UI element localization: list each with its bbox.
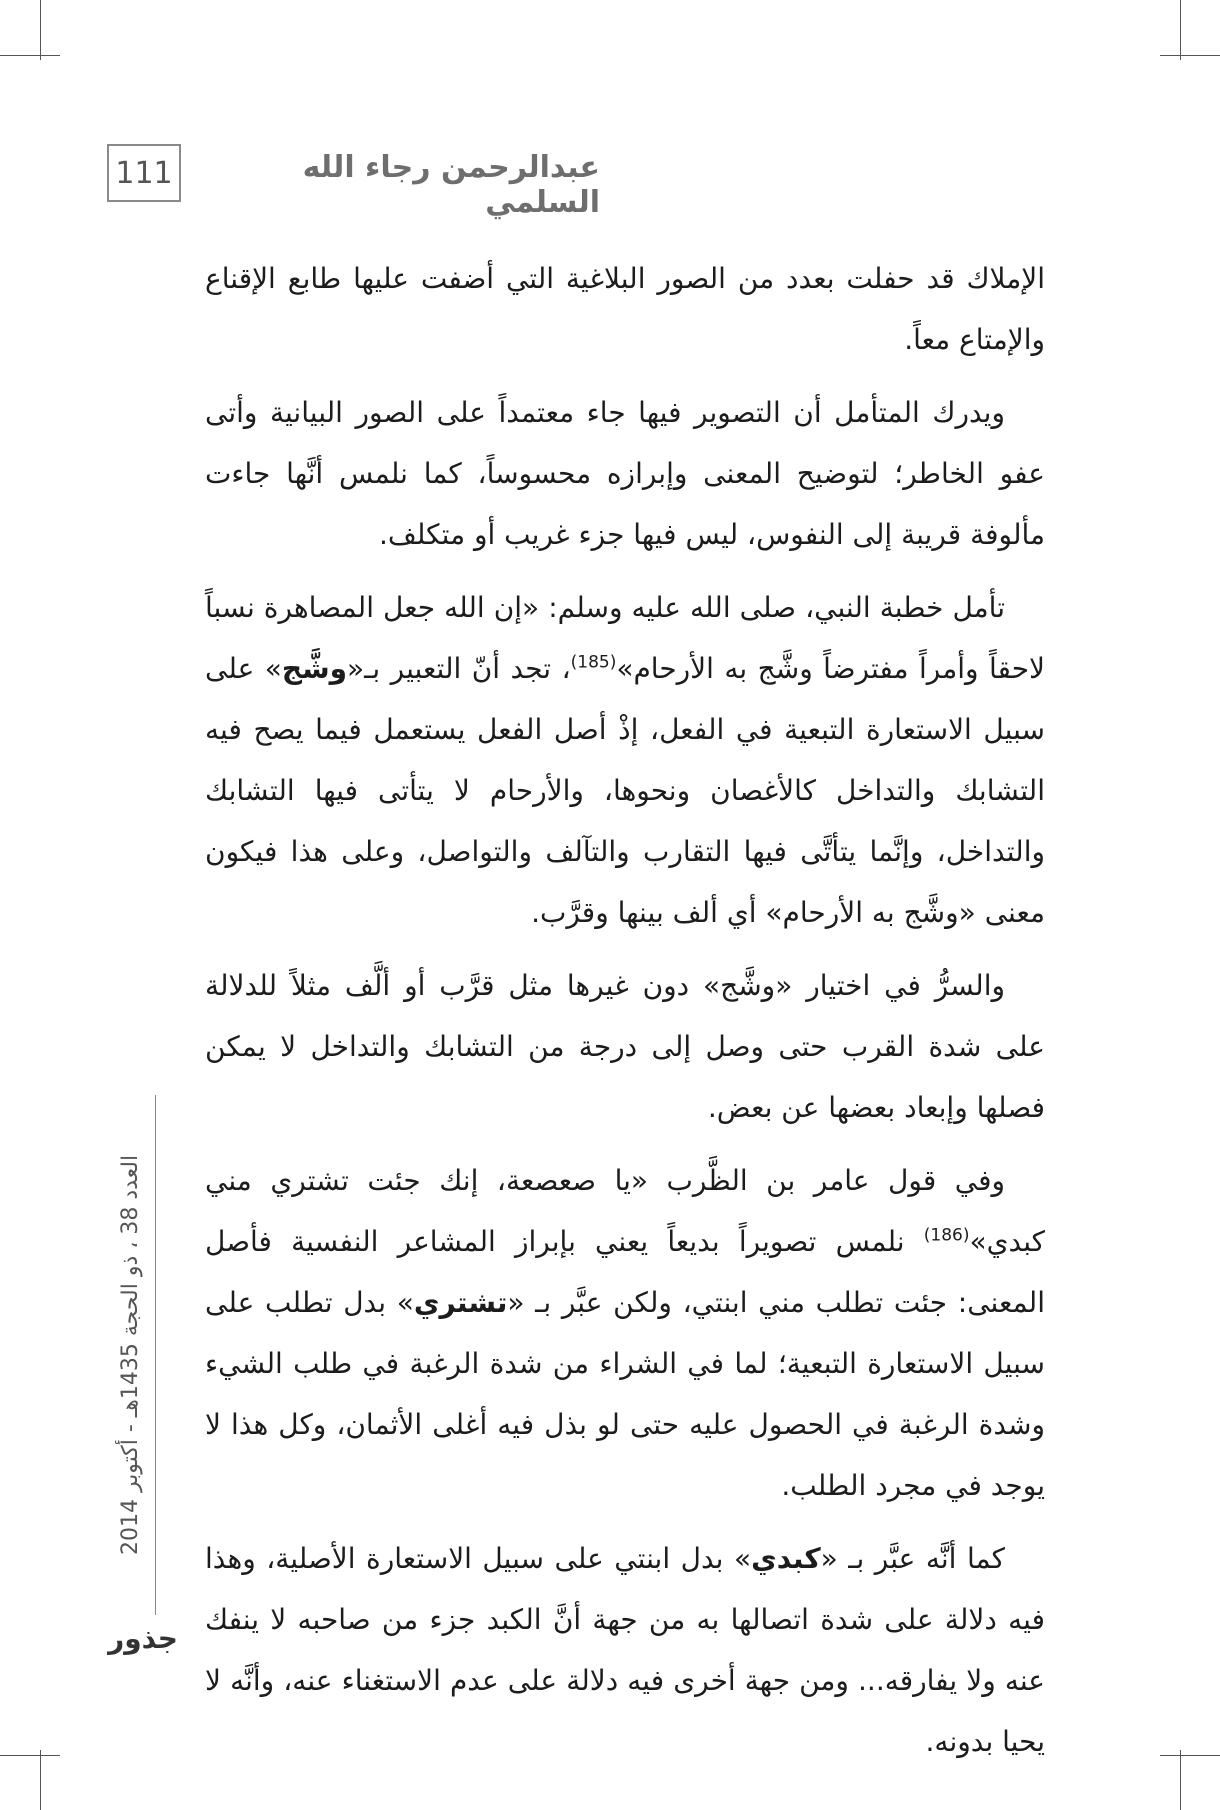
crop-mark	[0, 1755, 60, 1756]
paragraph-text: وفي قول عامر بن الظَّرب «يا صعصعة، إنك جئت تشتري مني كبدي»	[205, 1164, 1045, 1258]
paragraph-text: كما أنَّه عبَّر بـ «	[820, 1542, 1005, 1575]
article-body	[205, 248, 1045, 1784]
paragraph: الإملاك قد حفلت بعدد من الصور البلاغية التي أضفت عليها طابع الإقناع والإمتاع معاً.	[205, 262, 1045, 356]
paragraph-text: ، تجد أنّ التعبير بـ«	[347, 652, 571, 685]
footnote-ref: (186)	[923, 1225, 970, 1246]
emphasis: وشَّج	[281, 652, 348, 685]
divider	[155, 1095, 156, 1615]
paragraph-text: » بدل ابنتي على سبيل الاستعارة الأصلية، وهذا فيه دلالة على شدة اتصالها به من جهة أنَّ الكبد جزء من صاحبه لا ينفك عنه ولا يفارقه... ومن جهة أخرى فيه دلالة على عدم الاستغناء عنه، وأنَّه لا يحيا بدونه.	[205, 1542, 1045, 1758]
paragraph	[205, 577, 1045, 943]
page-number: 111	[107, 144, 181, 202]
crop-mark	[1180, 0, 1181, 60]
crop-mark	[0, 55, 60, 56]
journal-logo: جذور	[108, 1622, 178, 1655]
crop-mark	[40, 1750, 41, 1810]
issue-info: العدد 38 ، ذو الحجة 1435هـ - أكتوبر 2014	[118, 1154, 143, 1556]
paragraph-text: نلمس تصويراً بديعاً يعني بإبراز المشاعر النفسية فأصل المعنى: جئت تطلب مني ابنتي، ولكن عبَّر بـ «	[205, 1225, 1045, 1319]
paragraph: ويدرك المتأمل أن التصوير فيها جاء معتمداً على الصور البيانية وأتى عفو الخاطر؛ لتوضيح المعنى وإبرازه محسوساً، كما نلمس أنَّها جاءت مألوفة قريبة إلى النفوس، ليس فيها جزء غريب أو متكلف.	[205, 396, 1045, 551]
footnote-ref: (185)	[570, 652, 617, 673]
crop-mark	[1180, 1750, 1181, 1810]
crop-mark	[1160, 1755, 1220, 1756]
emphasis: كبدي	[751, 1542, 821, 1575]
running-title: عبدالرحمن رجاء الله السلمي	[302, 150, 600, 220]
crop-mark	[1160, 55, 1220, 56]
paragraph-text: » على سبيل الاستعارة التبعية في الفعل، إذْ أصل الفعل يستعمل فيما يصح فيه التشابك والتداخل كالأغصان ونحوها، والأرحام لا يتأتى فيها التشابك والتداخل، وإنَّما يتأتَّى فيها التقارب والتآلف والتواصل، وعلى هذا فيكون معنى «وشَّج به الأرحام» أي ألف بينها وقرَّب.	[205, 652, 1045, 929]
paragraph: والسرُّ في اختيار «وشَّج» دون غيرها مثل قرَّب أو ألَّف مثلاً للدلالة على شدة القرب حتى وصل إلى درجة من التشابك والتداخل لا يمكن فصلها وإبعاد بعضها عن بعض.	[205, 969, 1045, 1124]
paragraph	[205, 1150, 1045, 1516]
paragraph	[205, 1528, 1045, 1772]
paragraph-text: » بدل تطلب على سبيل الاستعارة التبعية؛ لما في الشراء من شدة الرغبة في طلب الشيء وشدة الرغبة في الحصول عليه حتى لو بذل فيه أغلى الأثمان، وكل هذا لا يوجد في مجرد الطلب.	[205, 1286, 1045, 1502]
paragraph-text: تأمل خطبة النبي، صلى الله عليه وسلم: «إن الله جعل المصاهرة نسباً لاحقاً وأمراً مفترضاً وشَّج به الأرحام»	[205, 591, 1045, 685]
emphasis: تشتري	[413, 1286, 508, 1319]
crop-mark	[40, 0, 41, 60]
